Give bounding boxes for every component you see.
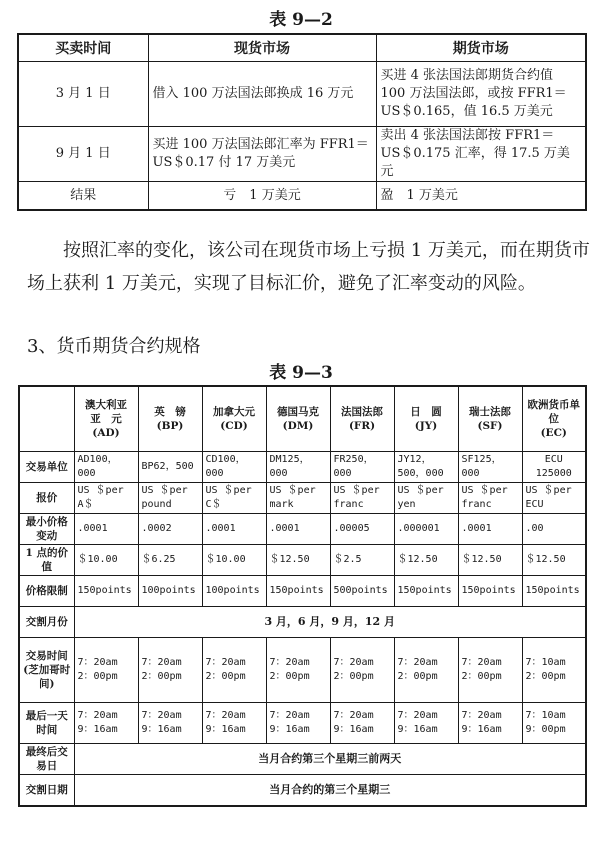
table-cell: 150points xyxy=(394,576,458,607)
table-cell: .0001 xyxy=(202,514,266,545)
column-header-time: 买卖时间 xyxy=(18,34,148,62)
table-cell: DM125，000 xyxy=(266,452,330,483)
cell-spot: 亏 1 万美元 xyxy=(148,182,376,211)
row-label: 最小价格变动 xyxy=(19,514,74,545)
table-row xyxy=(19,514,586,545)
column-header-cd: 加拿大元 (CD) xyxy=(202,386,266,452)
table-row xyxy=(19,483,586,514)
table-cell: ＄2.5 xyxy=(330,545,394,576)
row-label: 交易时间(芝加哥时间) xyxy=(19,638,74,703)
table-cell: 7：10am 9：00pm xyxy=(522,703,586,744)
table-row xyxy=(19,545,586,576)
table-row xyxy=(19,638,586,703)
table-cell: SF125，000 xyxy=(458,452,522,483)
table-row xyxy=(18,62,586,127)
row-label: 报价 xyxy=(19,483,74,514)
column-header-spot: 现货市场 xyxy=(148,34,376,62)
row-label: 最终后交易日 xyxy=(19,744,74,775)
table-cell: US ＄per franc xyxy=(458,483,522,514)
table-cell: .0001 xyxy=(74,514,138,545)
row-label: 交割月份 xyxy=(19,607,74,638)
body-paragraph: 按照汇率的变化，该公司在现货市场上亏损 1 万美元，而在期货市场上获利 1 万美元，实现了目标汇价，避免了汇率变动的风险。 xyxy=(27,240,590,294)
cell-spot: 买进 100 万法国法郎汇率为 FFR1＝US＄0.17 付 17 万美元 xyxy=(148,127,376,182)
column-header-sf: 瑞士法郎 (SF) xyxy=(458,386,522,452)
table-cell: ＄12.50 xyxy=(266,545,330,576)
table-cell: .0001 xyxy=(266,514,330,545)
column-header-fr: 法国法郎 (FR) xyxy=(330,386,394,452)
table-row xyxy=(19,452,586,483)
column-header-futures: 期货市场 xyxy=(376,34,586,62)
table-cell: .0001 xyxy=(458,514,522,545)
table-cell: US ＄per C＄ xyxy=(202,483,266,514)
table-9-2 xyxy=(17,33,587,211)
cell-time: 9 月 1 日 xyxy=(18,127,148,182)
table-cell: ＄6.25 xyxy=(138,545,202,576)
row-label: 最后一天时间 xyxy=(19,703,74,744)
table-row xyxy=(19,703,586,744)
table-cell: 150points xyxy=(74,576,138,607)
table-cell: 150points xyxy=(522,576,586,607)
table-cell: ＄10.00 xyxy=(202,545,266,576)
table-row xyxy=(19,775,586,807)
table-cell: JY12，500，000 xyxy=(394,452,458,483)
table-cell: .000001 xyxy=(394,514,458,545)
row-label: 价格限制 xyxy=(19,576,74,607)
cell-spot: 借入 100 万法国法郎换成 16 万元 xyxy=(148,62,376,127)
corner-cell xyxy=(19,386,74,452)
column-header-ec: 欧洲货币单 位 (EC) xyxy=(522,386,586,452)
table-cell: BP62，500 xyxy=(138,452,202,483)
cell-futures: 盈 1 万美元 xyxy=(376,182,586,211)
table-cell: 7：20am 9：16am xyxy=(202,703,266,744)
column-header-jy: 日 圆 (JY) xyxy=(394,386,458,452)
cell-time: 结果 xyxy=(18,182,148,211)
row-label: 交易单位 xyxy=(19,452,74,483)
row-label: 交割日期 xyxy=(19,775,74,807)
table-cell: US ＄per franc xyxy=(330,483,394,514)
table-cell: 7：20am 2：00pm xyxy=(266,638,330,703)
table-cell: 7：10am 2：00pm xyxy=(522,638,586,703)
table-cell: .00005 xyxy=(330,514,394,545)
row-label: 1 点的价值 xyxy=(19,545,74,576)
table-9-3 xyxy=(18,385,591,807)
table-row xyxy=(19,576,586,607)
cell-futures: 卖出 4 张法国法郎按 FFR1＝US＄0.175 汇率，得 17.5 万美元 xyxy=(376,127,586,182)
table-cell: 7：20am 9：16am xyxy=(330,703,394,744)
table-9-2-caption: 表 9—2 xyxy=(269,10,333,30)
table-cell: ＄12.50 xyxy=(522,545,586,576)
table-cell: 7：20am 9：16am xyxy=(394,703,458,744)
table-row xyxy=(19,744,586,775)
table-header-row xyxy=(19,386,586,452)
column-header-ad: 澳大利亚 亚 元 (AD) xyxy=(74,386,138,452)
table-cell: US ＄per ECU xyxy=(522,483,586,514)
cell-time: 3 月 1 日 xyxy=(18,62,148,127)
table-cell: 7：20am 9：16am xyxy=(138,703,202,744)
delivery-date-value: 当月合约的第三个星期三 xyxy=(74,775,586,807)
table-cell: .00 xyxy=(522,514,586,545)
table-cell: CD100，000 xyxy=(202,452,266,483)
table-cell: AD100，000 xyxy=(74,452,138,483)
table-cell: 7：20am 2：00pm xyxy=(138,638,202,703)
table-cell: 7：20am 9：16am xyxy=(266,703,330,744)
table-cell: 7：20am 2：00pm xyxy=(458,638,522,703)
table-cell: ＄12.50 xyxy=(394,545,458,576)
table-cell: 7：20am 2：00pm xyxy=(202,638,266,703)
column-header-bp: 英 镑 (BP) xyxy=(138,386,202,452)
table-cell: 150points xyxy=(458,576,522,607)
table-cell: US ＄per pound xyxy=(138,483,202,514)
table-cell: US ＄per mark xyxy=(266,483,330,514)
table-cell: 7：20am 9：16am xyxy=(74,703,138,744)
table-header-row xyxy=(18,34,586,62)
table-cell: 7：20am 2：00pm xyxy=(330,638,394,703)
table-cell: 100points xyxy=(138,576,202,607)
delivery-month-value: 3 月，6 月，9 月，12 月 xyxy=(74,607,586,638)
table-cell: 100points xyxy=(202,576,266,607)
column-header-dm: 德国马克 (DM) xyxy=(266,386,330,452)
table-cell: 7：20am 2：00pm xyxy=(74,638,138,703)
table-cell: 7：20am 9：16am xyxy=(458,703,522,744)
table-cell: US ＄per A＄ xyxy=(74,483,138,514)
table-cell: ECU 125000 xyxy=(522,452,586,483)
table-cell: 500points xyxy=(330,576,394,607)
table-cell: ＄10.00 xyxy=(74,545,138,576)
table-row xyxy=(18,127,586,182)
last-trading-day-value: 当月合约第三个星期三前两天 xyxy=(74,744,586,775)
cell-futures: 买进 4 张法国法郎期货合约值 100 万法国法郎，或按 FFR1＝US＄0.165，值 16.5 万美元 xyxy=(376,62,586,127)
table-cell: 150points xyxy=(266,576,330,607)
table-cell: ＄12.50 xyxy=(458,545,522,576)
section-heading: 3、货币期货合约规格 xyxy=(27,336,201,357)
table-row xyxy=(18,182,586,211)
table-row xyxy=(19,607,586,638)
table-cell: .0002 xyxy=(138,514,202,545)
table-cell: US ＄per yen xyxy=(394,483,458,514)
table-cell: 7：20am 2：00pm xyxy=(394,638,458,703)
table-9-3-caption: 表 9—3 xyxy=(269,363,333,383)
table-cell: FR250，000 xyxy=(330,452,394,483)
